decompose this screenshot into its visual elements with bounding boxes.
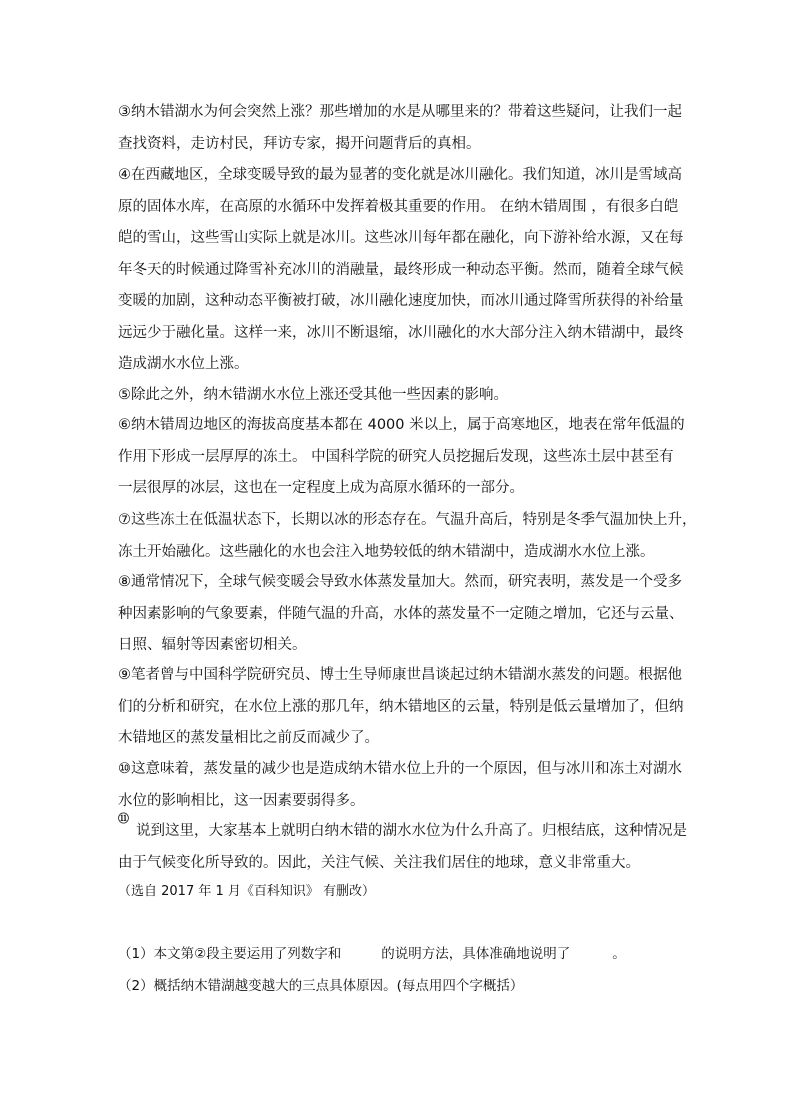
paragraph-line: 日照、辐射等因素密切相关。 bbox=[118, 637, 307, 653]
paragraph-line: 造成湖水水位上涨。 bbox=[118, 356, 249, 372]
paragraph-11 bbox=[118, 816, 687, 879]
paragraph-line: 木错地区的蒸发量相比之前反而减少了。 bbox=[118, 730, 379, 746]
paragraph-line: ⑦这些冻土在低温状态下，长期以冰的形态存在。气温升高后，特别是冬季气温加快上升， bbox=[118, 512, 697, 528]
question-2: （2）概括纳木错湖越变越大的三点具体原因。(每点用四个字概括） bbox=[118, 978, 524, 994]
paragraph-line: 年冬天的时候通过降雪补充冰川的消融量，最终形成一种动态平衡。然而，随着全球气候 bbox=[118, 261, 684, 278]
paragraph-11-number: ⑪ bbox=[118, 812, 129, 825]
paragraph-line: 作用下形成一层厚厚的冻土。 中国科学院的研究人员挖掘后发现，这些冻土层中甚至有 bbox=[118, 448, 674, 465]
paragraph-line: ③纳木错湖水为何会突然上涨？那些增加的水是从哪里来的？带着这些疑问，让我们一起 bbox=[118, 104, 682, 120]
paragraph-10 bbox=[118, 754, 682, 817]
paragraph-4 bbox=[118, 160, 684, 381]
paragraph-line: 原的固体水库，在高原的水循环中发挥着极其重要的作用。 在纳木错周围 ，有很多白皑 bbox=[118, 198, 679, 215]
paragraph-line: 查找资料，走访村民，拜访专家，揭开问题背后的真相。 bbox=[118, 135, 481, 152]
paragraph-line: 说到这里，大家基本上就明白纳木错的湖水水位为什么升高了。归根结底，这种情况是 bbox=[136, 823, 687, 839]
paragraph-line: ④在西藏地区，全球变暖导致的最为显著的变化就是冰川融化。我们知道，冰川是雪域高 bbox=[118, 167, 682, 183]
paragraph-line: 皑的雪山，这些雪山实际上就是冰川。这些冰川每年都在融化，向下游补给水源，又在每 bbox=[118, 230, 684, 246]
paragraph-line: ⑧通常情况下，全球气候变暖会导致水体蒸发量加大。然而，研究表明，蒸发是一个受多 bbox=[118, 574, 682, 590]
paragraph-line: ⑨笔者曾与中国科学院研究员、博士生导师康世昌谈起过纳木错湖水蒸发的问题。根据他 bbox=[118, 667, 682, 683]
paragraph-line: 水位的影响相比，这一因素要弱得多。 bbox=[118, 792, 365, 809]
paragraph-line: ⑩这意味着，蒸发量的减少也是造成纳木错水位上升的一个原因，但与冰川和冻土对湖水 bbox=[118, 761, 682, 777]
paragraph-5 bbox=[118, 380, 678, 412]
paragraph-line: 变暖的加剧，这种动态平衡被打破，冰川融化速度加快，而冰川通过降雪所获得的补给量 bbox=[118, 293, 684, 309]
paragraph-6 bbox=[118, 410, 685, 505]
paragraph-line: 远远少于融化量。这样一来，冰川不断退缩，冰川融化的水大部分注入纳木错湖中，最终 bbox=[118, 324, 684, 341]
paragraph-line: ⑥纳木错周边地区的海拔高度基本都在 4000 米以上，属于高寒地区，地表在常年低温的 bbox=[118, 417, 685, 433]
paragraph-line: 由于气候变化所导致的。因此，关注气候、关注我们居住的地球，意义非常重大。 bbox=[118, 854, 640, 871]
question-1-text-part3: 。 bbox=[612, 946, 626, 962]
paragraph-7 bbox=[118, 505, 697, 568]
paragraph-9 bbox=[118, 660, 684, 755]
paragraph-3 bbox=[118, 97, 682, 160]
paragraph-8 bbox=[118, 567, 684, 662]
paragraph-line: 们的分析和研究，在水位上涨的那几年，纳木错地区的云量，特别是低云量增加了，但纳 bbox=[118, 698, 684, 715]
question-1-text-part1: （1）本文第②段主要运用了列数字和 bbox=[118, 946, 342, 962]
paragraph-line: ⑤除此之外，纳木错湖水水位上涨还受其他一些因素的影响。 bbox=[118, 387, 508, 403]
source-citation: （选自 2017 年 1 月《百科知识》 有删改） bbox=[118, 884, 376, 899]
question-1-text-part2: 的说明方法，具体准确地说明了 bbox=[381, 946, 571, 962]
paragraph-line: 冻土开始融化。这些融化的水也会注入地势较低的纳木错湖中，造成湖水水位上涨。 bbox=[118, 543, 655, 560]
question-1 bbox=[118, 944, 626, 964]
paragraph-line: 一层很厚的冰层，这也在一定程度上成为高原水循环的一部分。 bbox=[118, 480, 524, 496]
paragraph-line: 种因素影响的气象要素，伴随气温的升高，水体的蒸发量不一定随之增加，它还与云量、 bbox=[118, 605, 684, 622]
